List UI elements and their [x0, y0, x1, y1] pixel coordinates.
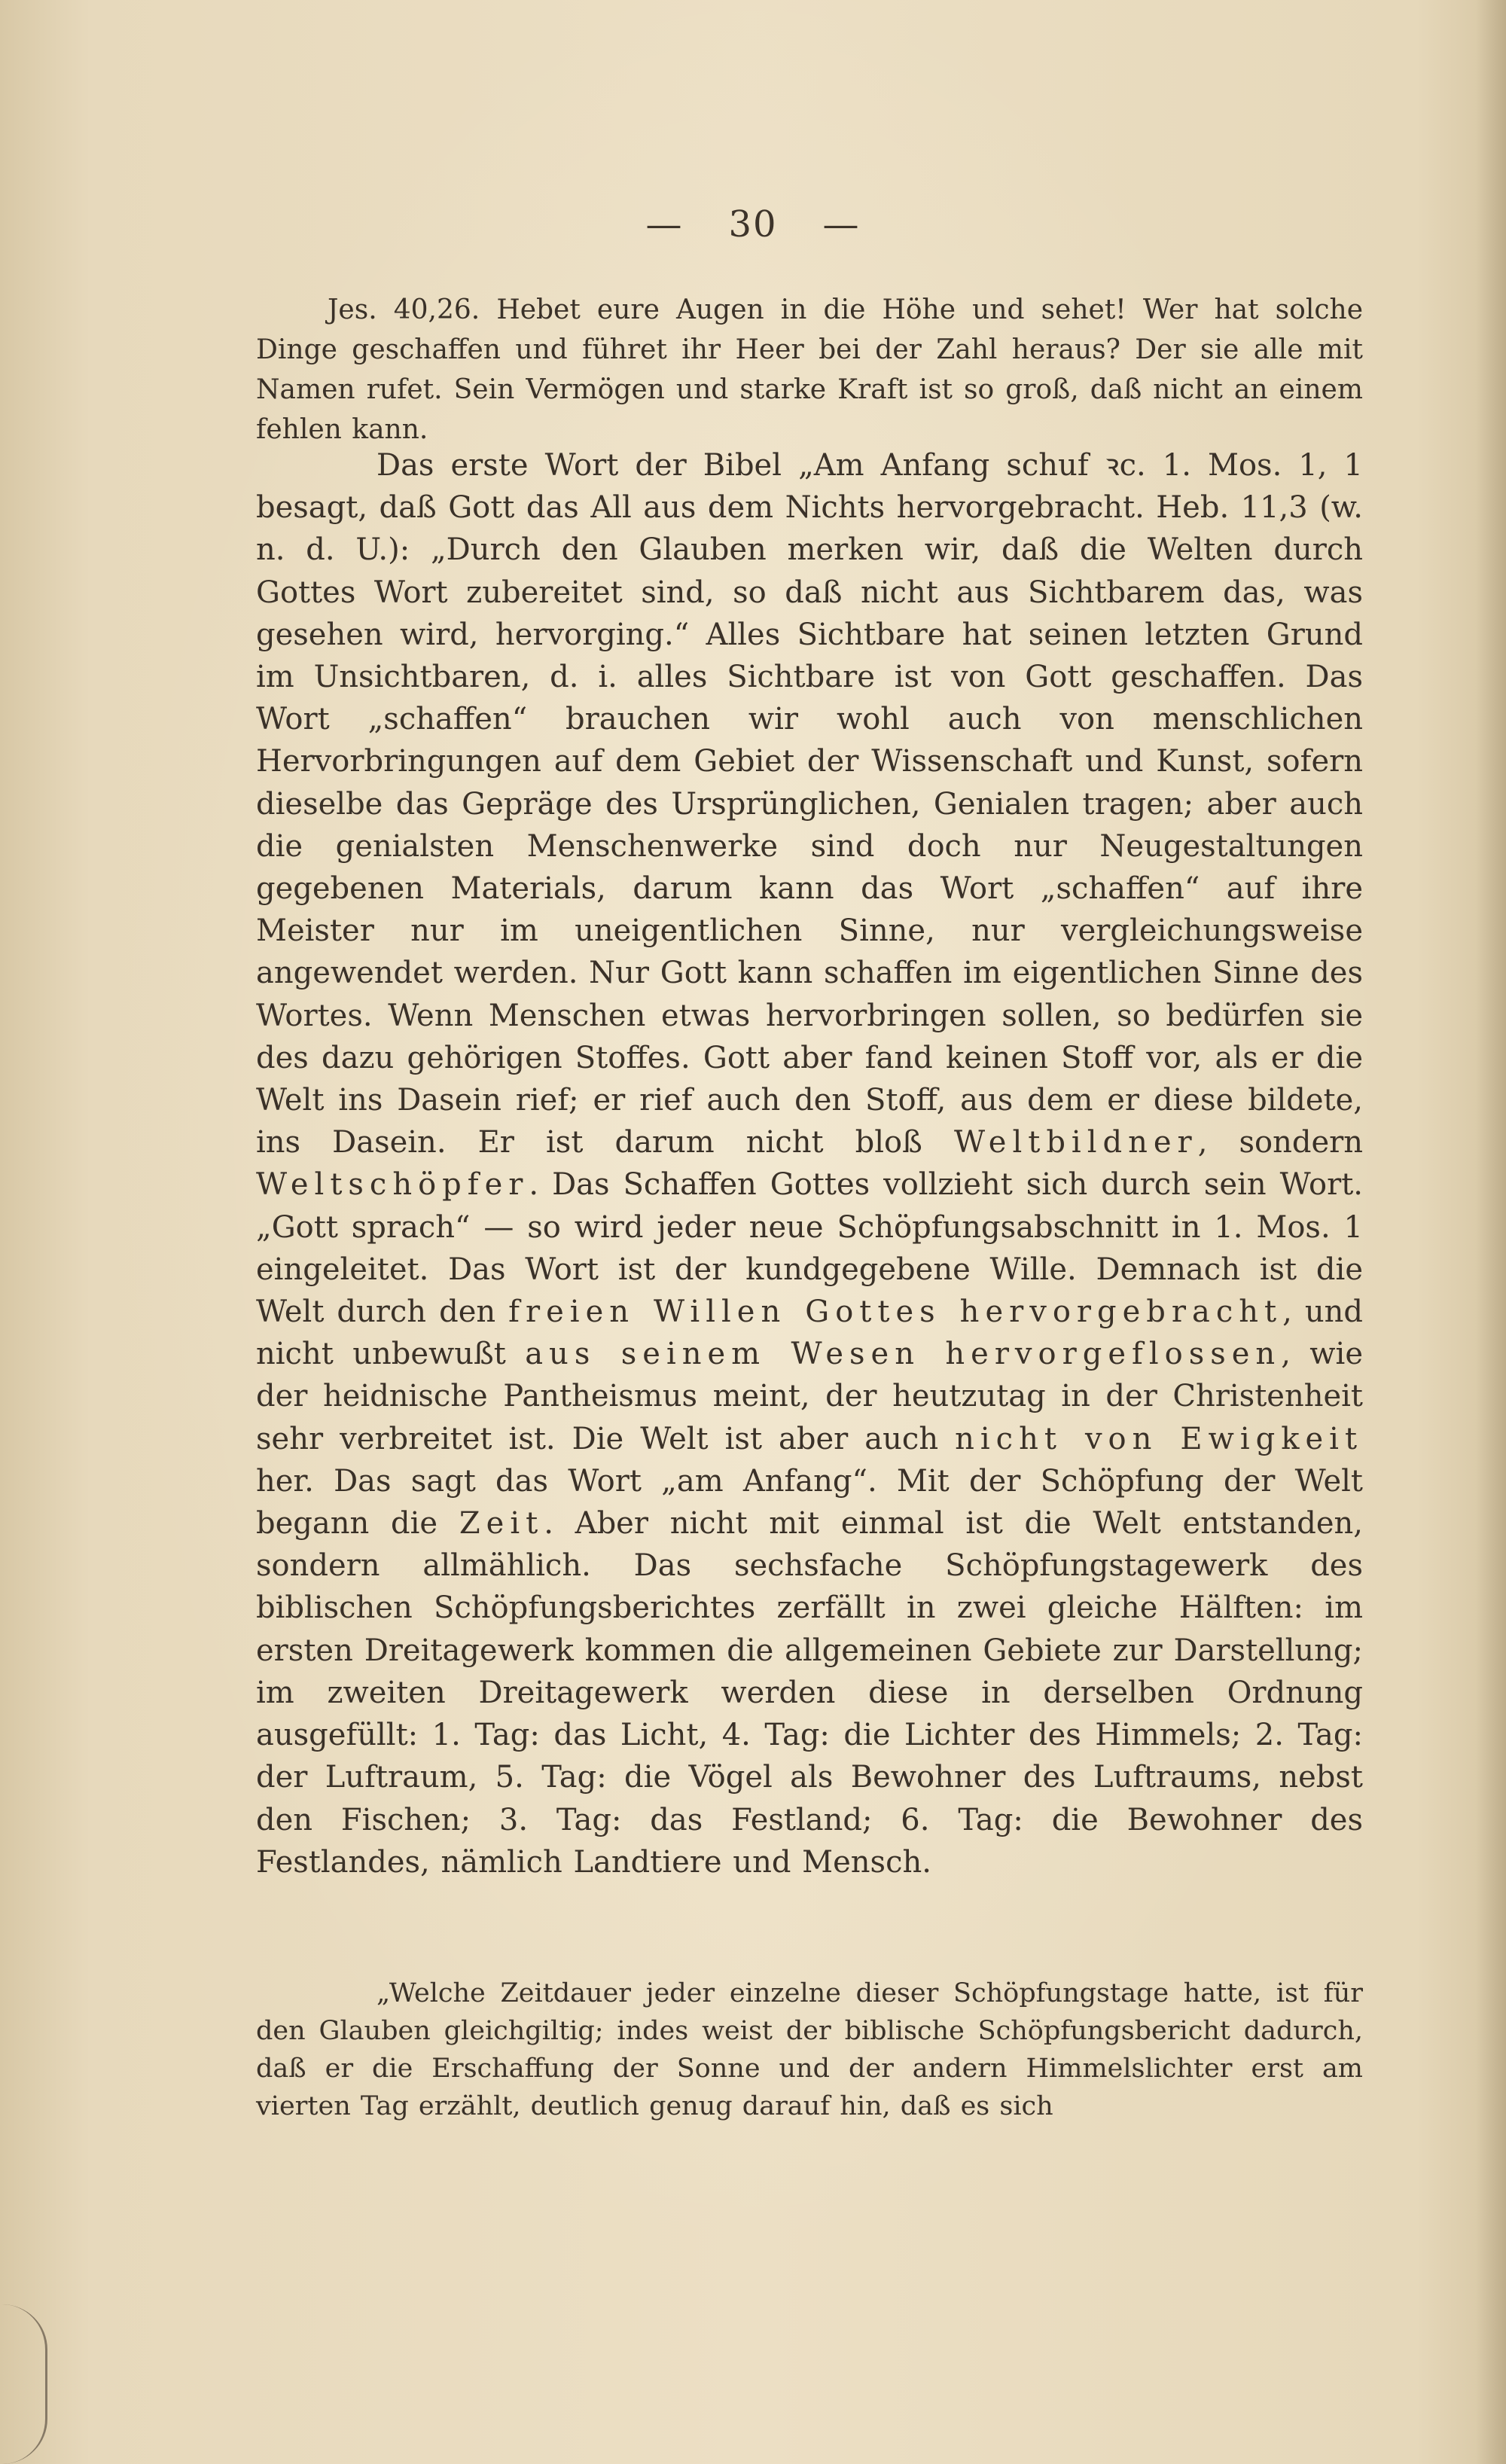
page-number-dash-left: —	[645, 203, 684, 245]
paragraph-text-3: . Das Schaffen Gottes vollzieht sich durch sein Wort. „Gott sprach“ — so wird jeder neue Schöpfungsabschnitt in 1. Mos. 1 eingeleitet. Das Wort ist der kundgegebene Wille. Demnach ist die Welt durch den	[256, 1167, 1363, 1330]
page-number-dash-right: —	[822, 203, 861, 245]
emphasis-aus-seinem-wesen: aus seinem Wesen hervorgeflossen	[525, 1337, 1282, 1372]
paragraph-text-4: , und nicht unbewußt	[256, 1295, 1363, 1372]
binding-stain-mark	[0, 2304, 47, 2464]
quote-text: Hebet eure Augen in die Höhe und sehet! Wer hat solche Dinge geschaffen und führet ihr Heer bei der Zahl heraus? Der sie alle mit Namen rufet. Sein Vermögen und starke Kraft ist so groß, daß nicht an einem fehlen kann.	[256, 294, 1363, 445]
emphasis-nicht-von-ewigkeit: nicht von Ewigkeit	[955, 1421, 1364, 1456]
footnote-text: „Welche Zeitdauer jeder einzelne dieser Schöpfungstage hatte, ist für den Glauben gleichgiltig; indes weist der biblische Schöpfungsbericht dadurch, daß er die Erschaffung der Sonne und der andern Himmelslichter erst am vierten Tag erzählt, deutlich genug darauf hin, daß es sich	[256, 1978, 1363, 2121]
emphasis-weltschoepfer: Weltschöpfer	[256, 1167, 529, 1203]
emphasis-weltbildner: Weltbildner	[953, 1125, 1198, 1160]
paragraph-text-6: her. Das sagt das Wort „am Anfang“. Mit der Schöpfung der Welt begann die	[256, 1463, 1363, 1542]
page-number-value: 30	[728, 203, 778, 245]
footnote	[256, 1975, 1363, 2125]
main-paragraph	[256, 444, 1363, 1883]
quote-reference: Jes. 40,26.	[328, 294, 480, 325]
scripture-quote	[256, 290, 1363, 450]
page-edge-shadow	[1476, 0, 1506, 2464]
paragraph-text-2: , sondern	[1197, 1125, 1364, 1160]
emphasis-freier-wille: freien Willen Gottes hervorgebracht	[508, 1295, 1283, 1330]
emphasis-zeit: Zeit	[459, 1506, 544, 1542]
paragraph-text-1: Das erste Wort der Bibel „Am Anfang schuf ꝛc. 1. Mos. 1, 1 besagt, daß Gott das All aus dem Nichts hervorgebracht. Heb. 11,3 (w. n. d. U.): „Durch den Glauben merken wir, daß die Welten durch Gottes Wort zubereitet sind, so daß nicht aus Sichtbarem das, was gesehen wird, hervorging.“ Alles Sichtbare hat seinen letzten Grund im Unsichtbaren, d. i. alles Sichtbare ist von Gott geschaffen. Das Wort „schaffen“ brauchen wir wohl auch von menschlichen Hervorbringungen auf dem Gebiet der Wissenschaft und Kunst, sofern dieselbe das Gepräge des Ursprünglichen, Genialen tragen; aber auch die genialsten Menschenwerke sind doch nur Neugestaltungen gegebenen Materials, darum kann das Wort „schaffen“ auf ihre Meister nur im uneigentlichen Sinne, nur vergleichungsweise angewendet werden. Nur Gott kann schaffen im eigentlichen Sinne des Wortes. Wenn Menschen etwas hervorbringen sollen, so bedürfen sie des dazu gehörigen Stoffes. Gott aber fand keinen Stoff vor, als er die Welt ins Dasein rief; er rief auch den Stoff, aus dem er diese bildete, ins Dasein. Er ist darum nicht bloß	[256, 448, 1363, 1160]
paragraph-text-7: . Aber nicht mit einmal ist die Welt entstanden, sondern allmählich. Das sechsfache Schöpfungstagewerk des biblischen Schöpfungsberichtes zerfällt in zwei gleiche Hälften: im ersten Dreitagewerk kommen die allgemeinen Gebiete zur Darstellung; im zweiten Dreitagewerk werden diese in derselben Ordnung ausgefüllt: 1. Tag: das Licht, 4. Tag: die Lichter des Himmels; 2. Tag: der Luftraum, 5. Tag: die Vögel als Bewohner des Luftraums, nebst den Fischen; 3. Tag: das Festland; 6. Tag: die Bewohner des Festlandes, nämlich Landtiere und Mensch.	[256, 1506, 1363, 1880]
page-number	[0, 203, 1506, 245]
paragraph-text-5: , wie der heidnische Pantheismus meint, der heutzutag in der Christenheit sehr verbreitet ist. Die Welt ist aber auch	[256, 1337, 1364, 1456]
